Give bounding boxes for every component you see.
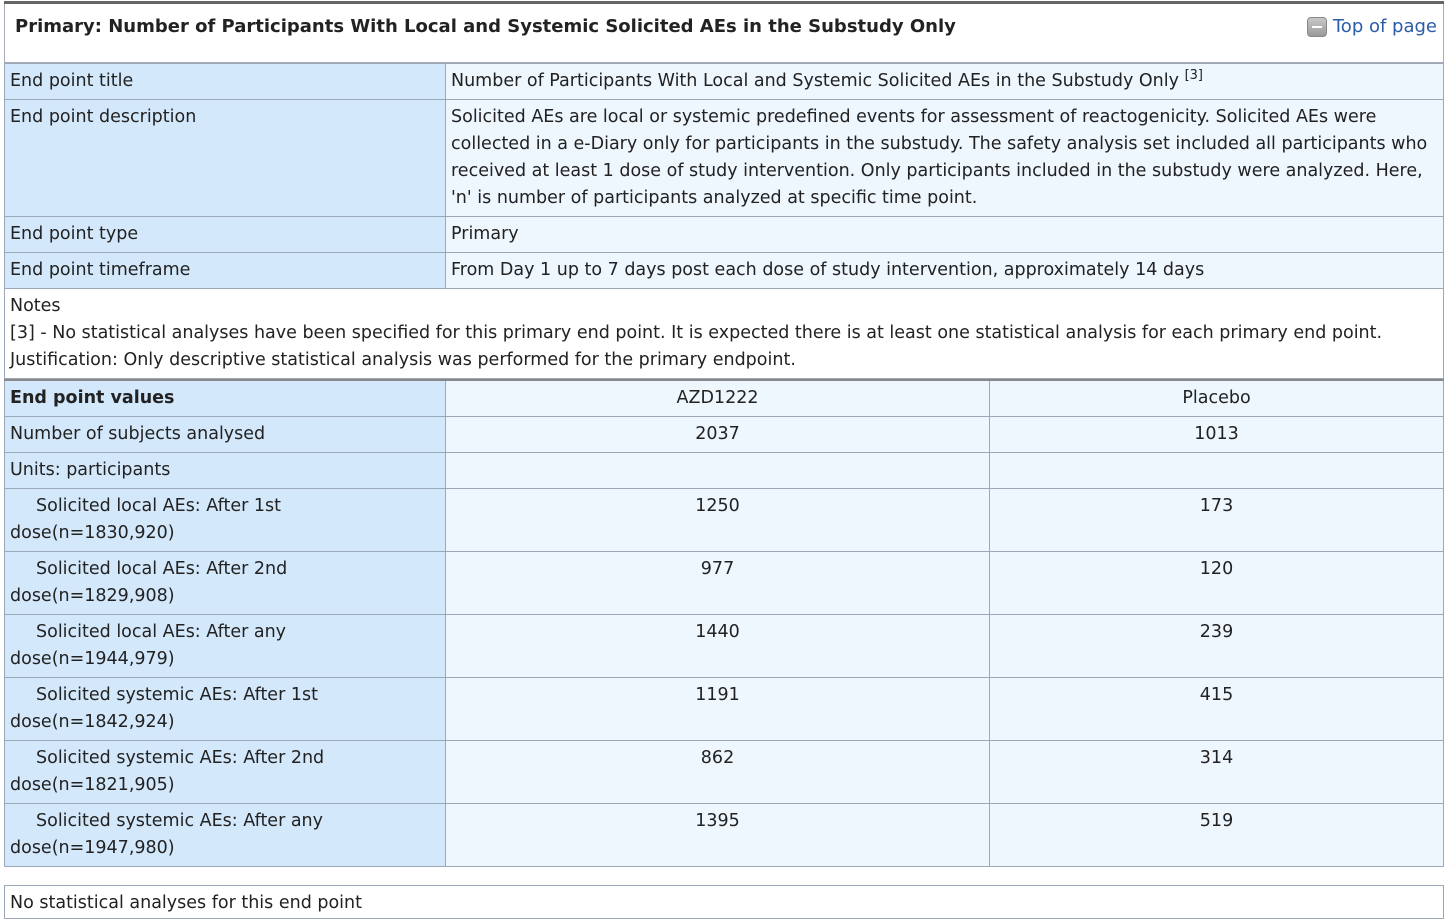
row-label-line-1: Solicited systemic AEs: After any <box>36 811 323 831</box>
section-header <box>4 4 1444 63</box>
row-value-azd1222: 1250 <box>446 489 990 552</box>
endpoint-title-label: End point title <box>5 64 446 100</box>
notes-line-1: [3] - No statistical analyses have been specified for this primary end point. It is expected there is at least one statistical analysis for each primary end point. <box>10 323 1383 343</box>
row-label-line-2: dose(n=1829,908) <box>10 586 175 606</box>
row-label <box>5 804 446 867</box>
row-label <box>5 615 446 678</box>
no-statistical-analyses: No statistical analyses for this end point <box>4 885 1444 919</box>
table-row <box>5 217 1444 253</box>
column-header-placebo: Placebo <box>990 380 1444 417</box>
endpoint-type-label: End point type <box>5 217 446 253</box>
row-label-line-1: Solicited local AEs: After any <box>36 622 287 642</box>
table-row <box>5 453 1444 489</box>
row-value-azd1222: 1191 <box>446 678 990 741</box>
row-value-azd1222: 977 <box>446 552 990 615</box>
row-value-azd1222: 862 <box>446 741 990 804</box>
row-label-line-2: dose(n=1830,920) <box>10 523 175 543</box>
table-row <box>5 489 1444 552</box>
table-row <box>5 64 1444 100</box>
endpoint-description-label: End point description <box>5 100 446 217</box>
table-row <box>5 253 1444 289</box>
top-of-page-label[interactable]: Top of page <box>1332 16 1437 37</box>
row-label-line-1: Solicited local AEs: After 1st <box>36 496 281 516</box>
table-row <box>5 678 1444 741</box>
table-row <box>5 615 1444 678</box>
subjects-azd1222: 2037 <box>446 417 990 453</box>
table-row <box>5 100 1444 217</box>
units-empty-azd1222 <box>446 453 990 489</box>
row-value-placebo: 173 <box>990 489 1444 552</box>
notes-cell <box>5 289 1444 379</box>
endpoint-details-table <box>4 63 1444 379</box>
table-row <box>5 741 1444 804</box>
row-value-placebo: 314 <box>990 741 1444 804</box>
row-value-placebo: 120 <box>990 552 1444 615</box>
section-title: Primary: Number of Participants With Local and Systemic Solicited AEs in the Substudy Only <box>15 16 956 37</box>
table-header-row <box>5 380 1444 417</box>
top-of-page-link[interactable] <box>1307 16 1437 37</box>
row-value-azd1222: 1395 <box>446 804 990 867</box>
endpoint-title-value <box>446 64 1444 100</box>
endpoint-values-table <box>4 379 1444 867</box>
table-row <box>5 552 1444 615</box>
row-label-line-2: dose(n=1821,905) <box>10 775 175 795</box>
row-label-line-2: dose(n=1842,924) <box>10 712 175 732</box>
row-label-line-2: dose(n=1947,980) <box>10 838 175 858</box>
row-label <box>5 678 446 741</box>
row-label-line-1: Solicited systemic AEs: After 2nd <box>36 748 325 768</box>
table-row <box>5 804 1444 867</box>
endpoint-description-value: Solicited AEs are local or systemic predefined events for assessment of reactogenicity. Solicited AEs were collected in a e-Diary only for participants in the substudy. The safety analysis set included all participants who received at least 1 dose of study intervention. Only participants included in the substudy were analyzed. Here, 'n' is number of participants analyzed at specific time point. <box>446 100 1444 217</box>
subjects-placebo: 1013 <box>990 417 1444 453</box>
endpoint-timeframe-value: From Day 1 up to 7 days post each dose of study intervention, approximately 14 days <box>446 253 1444 289</box>
row-label-line-1: Solicited systemic AEs: After 1st <box>36 685 318 705</box>
endpoint-title-text: Number of Participants With Local and Systemic Solicited AEs in the Substudy Only <box>451 71 1179 91</box>
table-row <box>5 289 1444 379</box>
notes-line-2: Justification: Only descriptive statistical analysis was performed for the primary endpoint. <box>10 350 796 370</box>
notes-label: Notes <box>10 296 61 316</box>
endpoint-section <box>4 0 1444 919</box>
subjects-analysed-label: Number of subjects analysed <box>5 417 446 453</box>
table-row <box>5 417 1444 453</box>
row-value-placebo: 239 <box>990 615 1444 678</box>
row-label <box>5 741 446 804</box>
row-label <box>5 489 446 552</box>
endpoint-type-value: Primary <box>446 217 1444 253</box>
row-value-placebo: 519 <box>990 804 1444 867</box>
column-header-azd1222: AZD1222 <box>446 380 990 417</box>
units-label: Units: participants <box>5 453 446 489</box>
row-label-line-2: dose(n=1944,979) <box>10 649 175 669</box>
endpoint-values-header: End point values <box>5 380 446 417</box>
row-label-line-1: Solicited local AEs: After 2nd <box>36 559 288 579</box>
row-value-azd1222: 1440 <box>446 615 990 678</box>
note-reference: [3] <box>1184 68 1203 84</box>
endpoint-timeframe-label: End point timeframe <box>5 253 446 289</box>
row-value-placebo: 415 <box>990 678 1444 741</box>
units-empty-placebo <box>990 453 1444 489</box>
row-label <box>5 552 446 615</box>
collapse-icon[interactable] <box>1307 17 1327 37</box>
